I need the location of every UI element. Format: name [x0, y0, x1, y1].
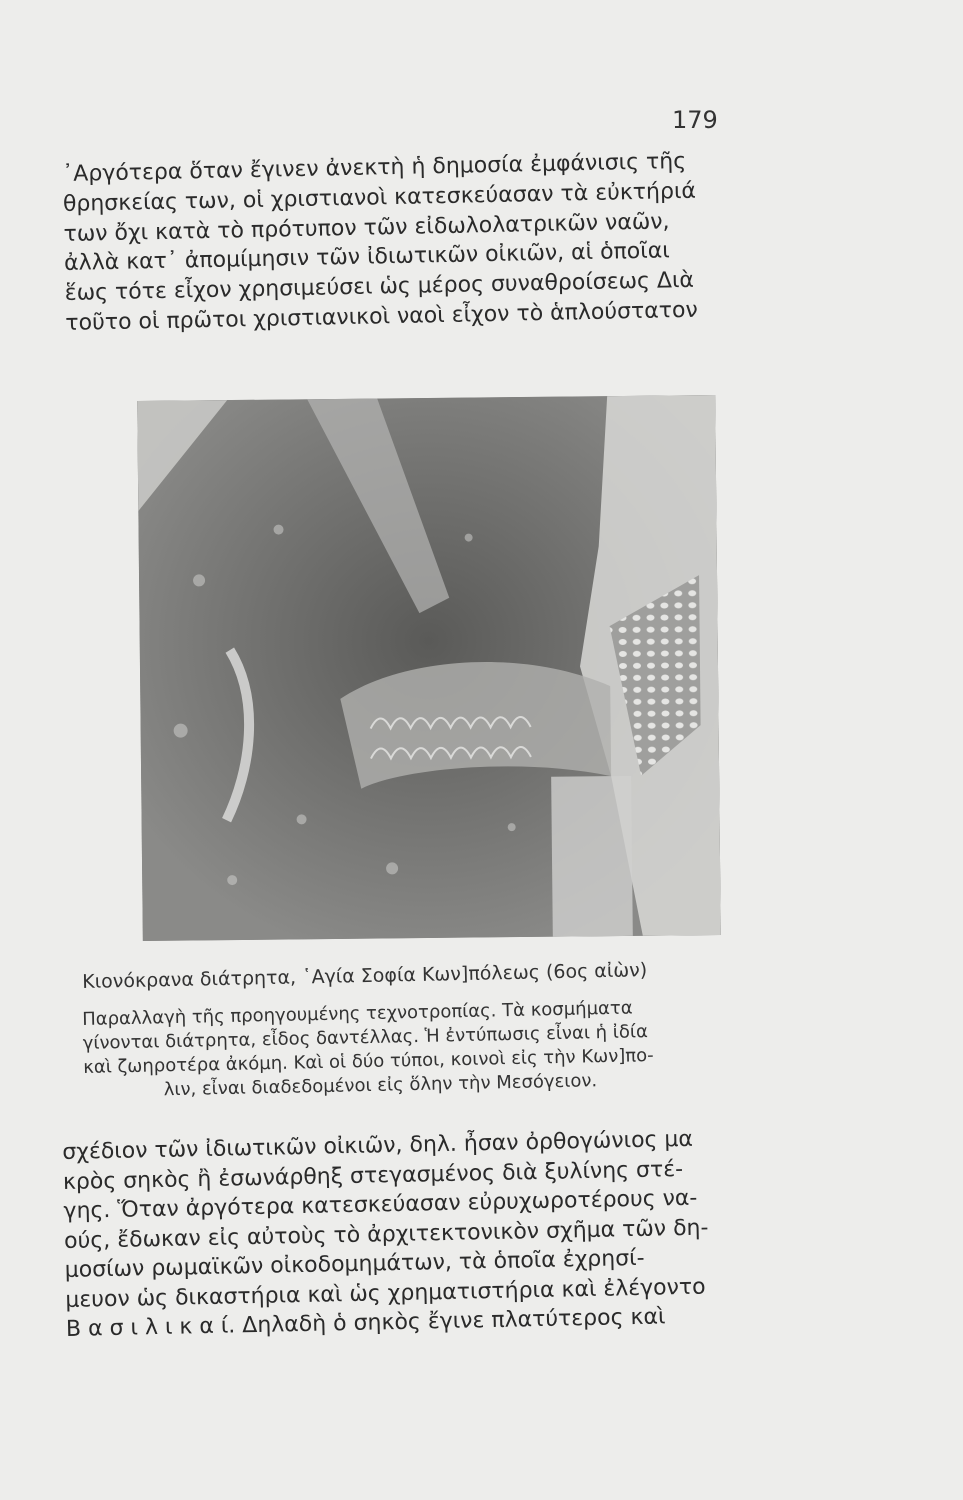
figure-caption-body: [82, 993, 804, 1104]
text-line: κρὸς σηκὸς ἢ ἐσωνάρθηξ στεγασμένος διὰ ξυλίνης στέ-: [62, 1156, 684, 1195]
text-line: ούς, ἔδωκαν εἰς αὐτοὺς τὸ ἀρχιτεκτονικὸν σχῆμα τῶν δη-: [63, 1214, 709, 1254]
figure-caption-title: Κιονόκρανα διάτρητα, ῾Αγία Σοφία Κων]πόλεως (6ος αἰὼν): [82, 959, 648, 993]
caption-line: γίνονται διάτρητα, εἶδος δαντέλλας. Ἡ ἐντύπωσις εἶναι ἡ ἰδία: [82, 1021, 649, 1054]
photo-illustration: [137, 395, 721, 941]
text-line: γης. Ὅταν ἀργότερα κατεσκεύασαν εὐρυχωροτέρους να-: [63, 1185, 698, 1224]
page-number: 179: [672, 106, 718, 134]
paragraph-top: [62, 145, 786, 339]
text-line: μευον ὡς δικαστήρια καὶ ὡς χρηματιστήρια καὶ ἐλέγοντο: [65, 1274, 706, 1313]
text-line: Β α σ ι λ ι κ α ί. Δηλαδὴ ὁ σηκὸς ἔγινε πλατύτερος καὶ: [65, 1304, 666, 1342]
text-line: τοῦτο οἱ πρῶτοι χριστιανικοὶ ναοὶ εἶχον τὸ ἁπλούστατον: [65, 297, 699, 336]
text-line: ἕως τότε εἶχον χρησιμεύσει ὡς μέρος συναθροίσεως Διὰ: [64, 267, 695, 307]
paragraph-bottom: [62, 1123, 786, 1345]
text-line: ἀλλὰ κατ᾿ ἀπομίμησιν τῶν ἰδιωτικῶν οἰκιῶν, αἱ ὁποῖαι: [63, 238, 670, 277]
text-line: ᾿Αργότερα ὅταν ἔγινεν ἀνεκτὴ ἡ δημοσία ἐμφάνισις τῆς: [62, 148, 687, 187]
text-line: σχέδιον τῶν ἰδιωτικῶν οἰκιῶν, δηλ. ἦσαν ὀρθογώνιος μα: [62, 1126, 694, 1165]
caption-line: καὶ ζωηροτέρα ἀκόμη. Καὶ οἱ δύο τύποι, κοινοὶ εἰς τὴν Κων]πο-: [83, 1045, 654, 1078]
capital-photograph: [137, 395, 721, 941]
text-line: μοσίων ρωμαϊκῶν οἰκοδομημάτων, τὰ ὁποῖα ἐχρησί-: [64, 1245, 645, 1283]
text-line: θρησκείας των, οἱ χριστιανοὶ κατεσκεύασαν τὰ εὐκτήριά: [62, 178, 697, 217]
caption-line: λιν, εἶναι διαδεδομένοι εἰς ὅλην τὴν Μεσόγειον.: [163, 1070, 598, 1101]
text-line: των ὄχι κατὰ τὸ πρότυπον τῶν εἰδωλολατρικῶν ναῶν,: [63, 208, 670, 247]
caption-line: Παραλλαγὴ τῆς προηγουμένης τεχνοτροπίας. Τὰ κοσμήματα: [82, 997, 633, 1030]
